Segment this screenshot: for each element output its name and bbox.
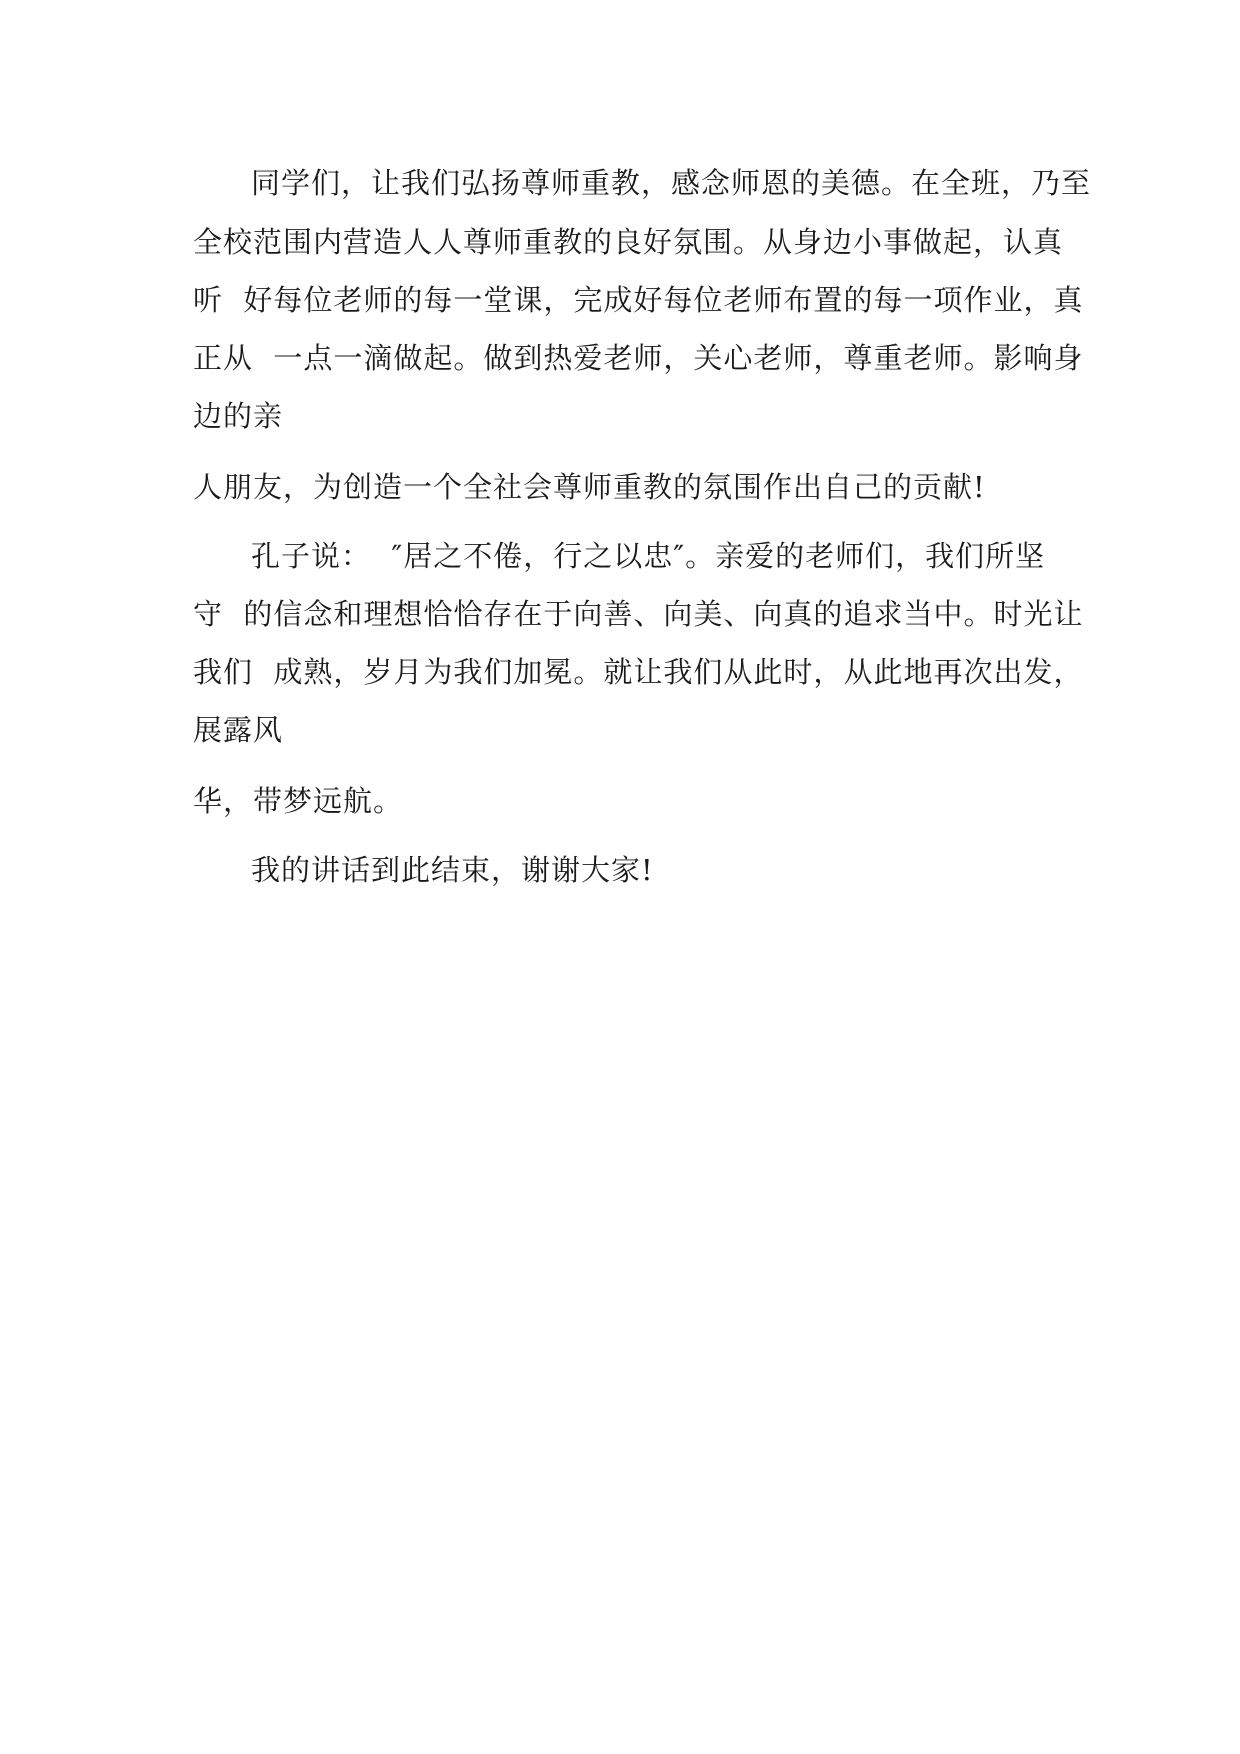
paragraph-2-line-1: 人朋友，为创造一个全社会尊师重教的氛围作出自己的贡献! bbox=[193, 470, 986, 504]
paragraph-3-line-3: 我们 成熟，岁月为我们加冕。就让我们从此时，从此地再次出发， bbox=[193, 655, 1084, 689]
paragraph-1-line-2: 全校范围内营造人人尊师重教的良好氛围。从身边小事做起，认真 bbox=[193, 225, 1064, 259]
paragraph-4-line-1: 华，带梦远航。 bbox=[193, 784, 404, 818]
paragraph-1-line-3: 听 好每位老师的每一堂课，完成好每位老师布置的每一项作业，真 bbox=[193, 283, 1084, 317]
paragraph-3-line-4: 展露风 bbox=[193, 713, 284, 747]
paragraph-3-line-2: 守 的信念和理想恰恰存在于向善、向美、向真的追求当中。时光让 bbox=[193, 597, 1084, 631]
paragraph-1-line-4: 正从 一点一滴做起。做到热爱老师，关心老师，尊重老师。影响身 bbox=[193, 341, 1084, 375]
paragraph-5-line-1: 我的讲话到此结束，谢谢大家! bbox=[251, 853, 654, 887]
paragraph-3-line-1: 孔子说： ″居之不倦，行之以忠″。亲爱的老师们，我们所坚 bbox=[251, 539, 1046, 573]
paragraph-1-line-5: 边的亲 bbox=[193, 399, 284, 433]
paragraph-1-line-1: 同学们，让我们弘扬尊师重教，感念师恩的美德。在全班，乃至 bbox=[251, 166, 1092, 200]
